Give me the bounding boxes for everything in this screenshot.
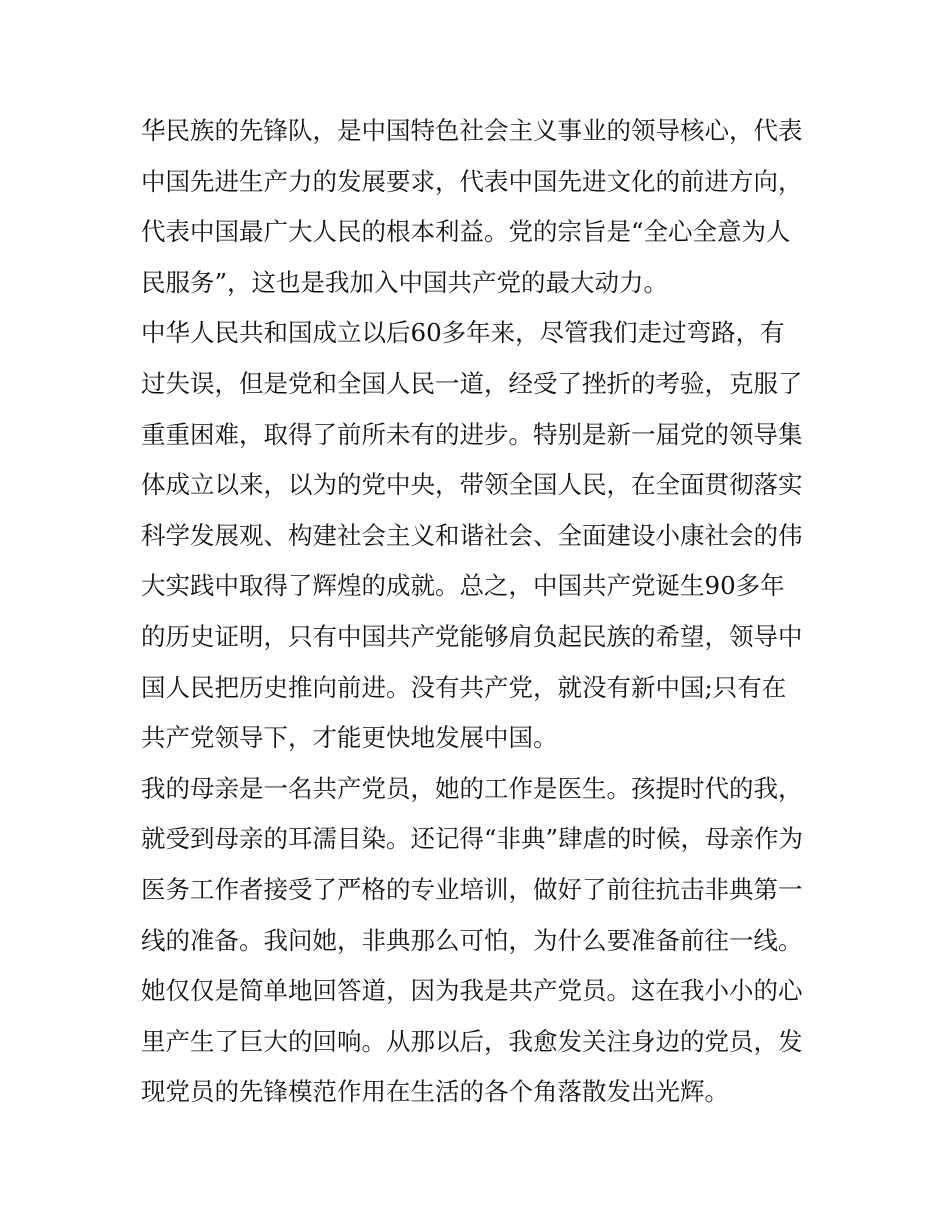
text-line: 共产党领导下，才能更快地发展中国。 (141, 723, 558, 753)
text-line: 国人民把历史推向前进。没有共产党，就没有新中国;只有在 (141, 672, 787, 702)
text-line: 体成立以来，以为的党中央，带领全国人民，在全面贯彻落实 (141, 470, 803, 500)
text-line: 民服务”，这也是我加入中国共产党的最大动力。 (141, 267, 669, 297)
text-line: 的历史证明，只有中国共产党能够肩负起民族的希望，领导中 (141, 621, 803, 651)
text-line: 中华人民共和国成立以后60多年来，尽管我们走过弯路，有 (141, 318, 785, 348)
text-line: 线的准备。我问她，非典那么可怕，为什么要准备前往一线。 (141, 925, 803, 955)
text-line: 中国先进生产力的发展要求，代表中国先进文化的前进方向， (141, 166, 803, 196)
text-line: 过失误，但是党和全国人民一道，经受了挫折的考验，克服了 (141, 368, 803, 398)
text-line: 代表中国最广大人民的根本利益。党的宗旨是“全心全意为人 (141, 217, 791, 247)
text-line: 重重困难，取得了前所未有的进步。特别是新一届党的领导集 (141, 419, 803, 449)
text-line: 华民族的先锋队，是中国特色社会主义事业的领导核心，代表 (141, 116, 803, 145)
text-line: 就受到母亲的耳濡目染。还记得“非典”肆虐的时候，母亲作为 (141, 824, 804, 854)
text-line: 现党员的先锋模范作用在生活的各个角落散发出光辉。 (141, 1077, 729, 1107)
text-line: 医务工作者接受了严格的专业培训，做好了前往抗击非典第一 (141, 874, 803, 904)
text-line: 科学发展观、构建社会主义和谐社会、全面建设小康社会的伟 (141, 520, 803, 550)
body-text (141, 106, 821, 1118)
text-line: 大实践中取得了辉煌的成就。总之，中国共产党诞生90多年 (141, 571, 785, 601)
text-line: 里产生了巨大的回响。从那以后，我愈发关注身边的党员，发 (141, 1026, 803, 1056)
text-line: 我的母亲是一名共产党员，她的工作是医生。孩提时代的我， (141, 773, 803, 803)
text-line: 她仅仅是简单地回答道，因为我是共产党员。这在我小小的心 (141, 976, 803, 1006)
